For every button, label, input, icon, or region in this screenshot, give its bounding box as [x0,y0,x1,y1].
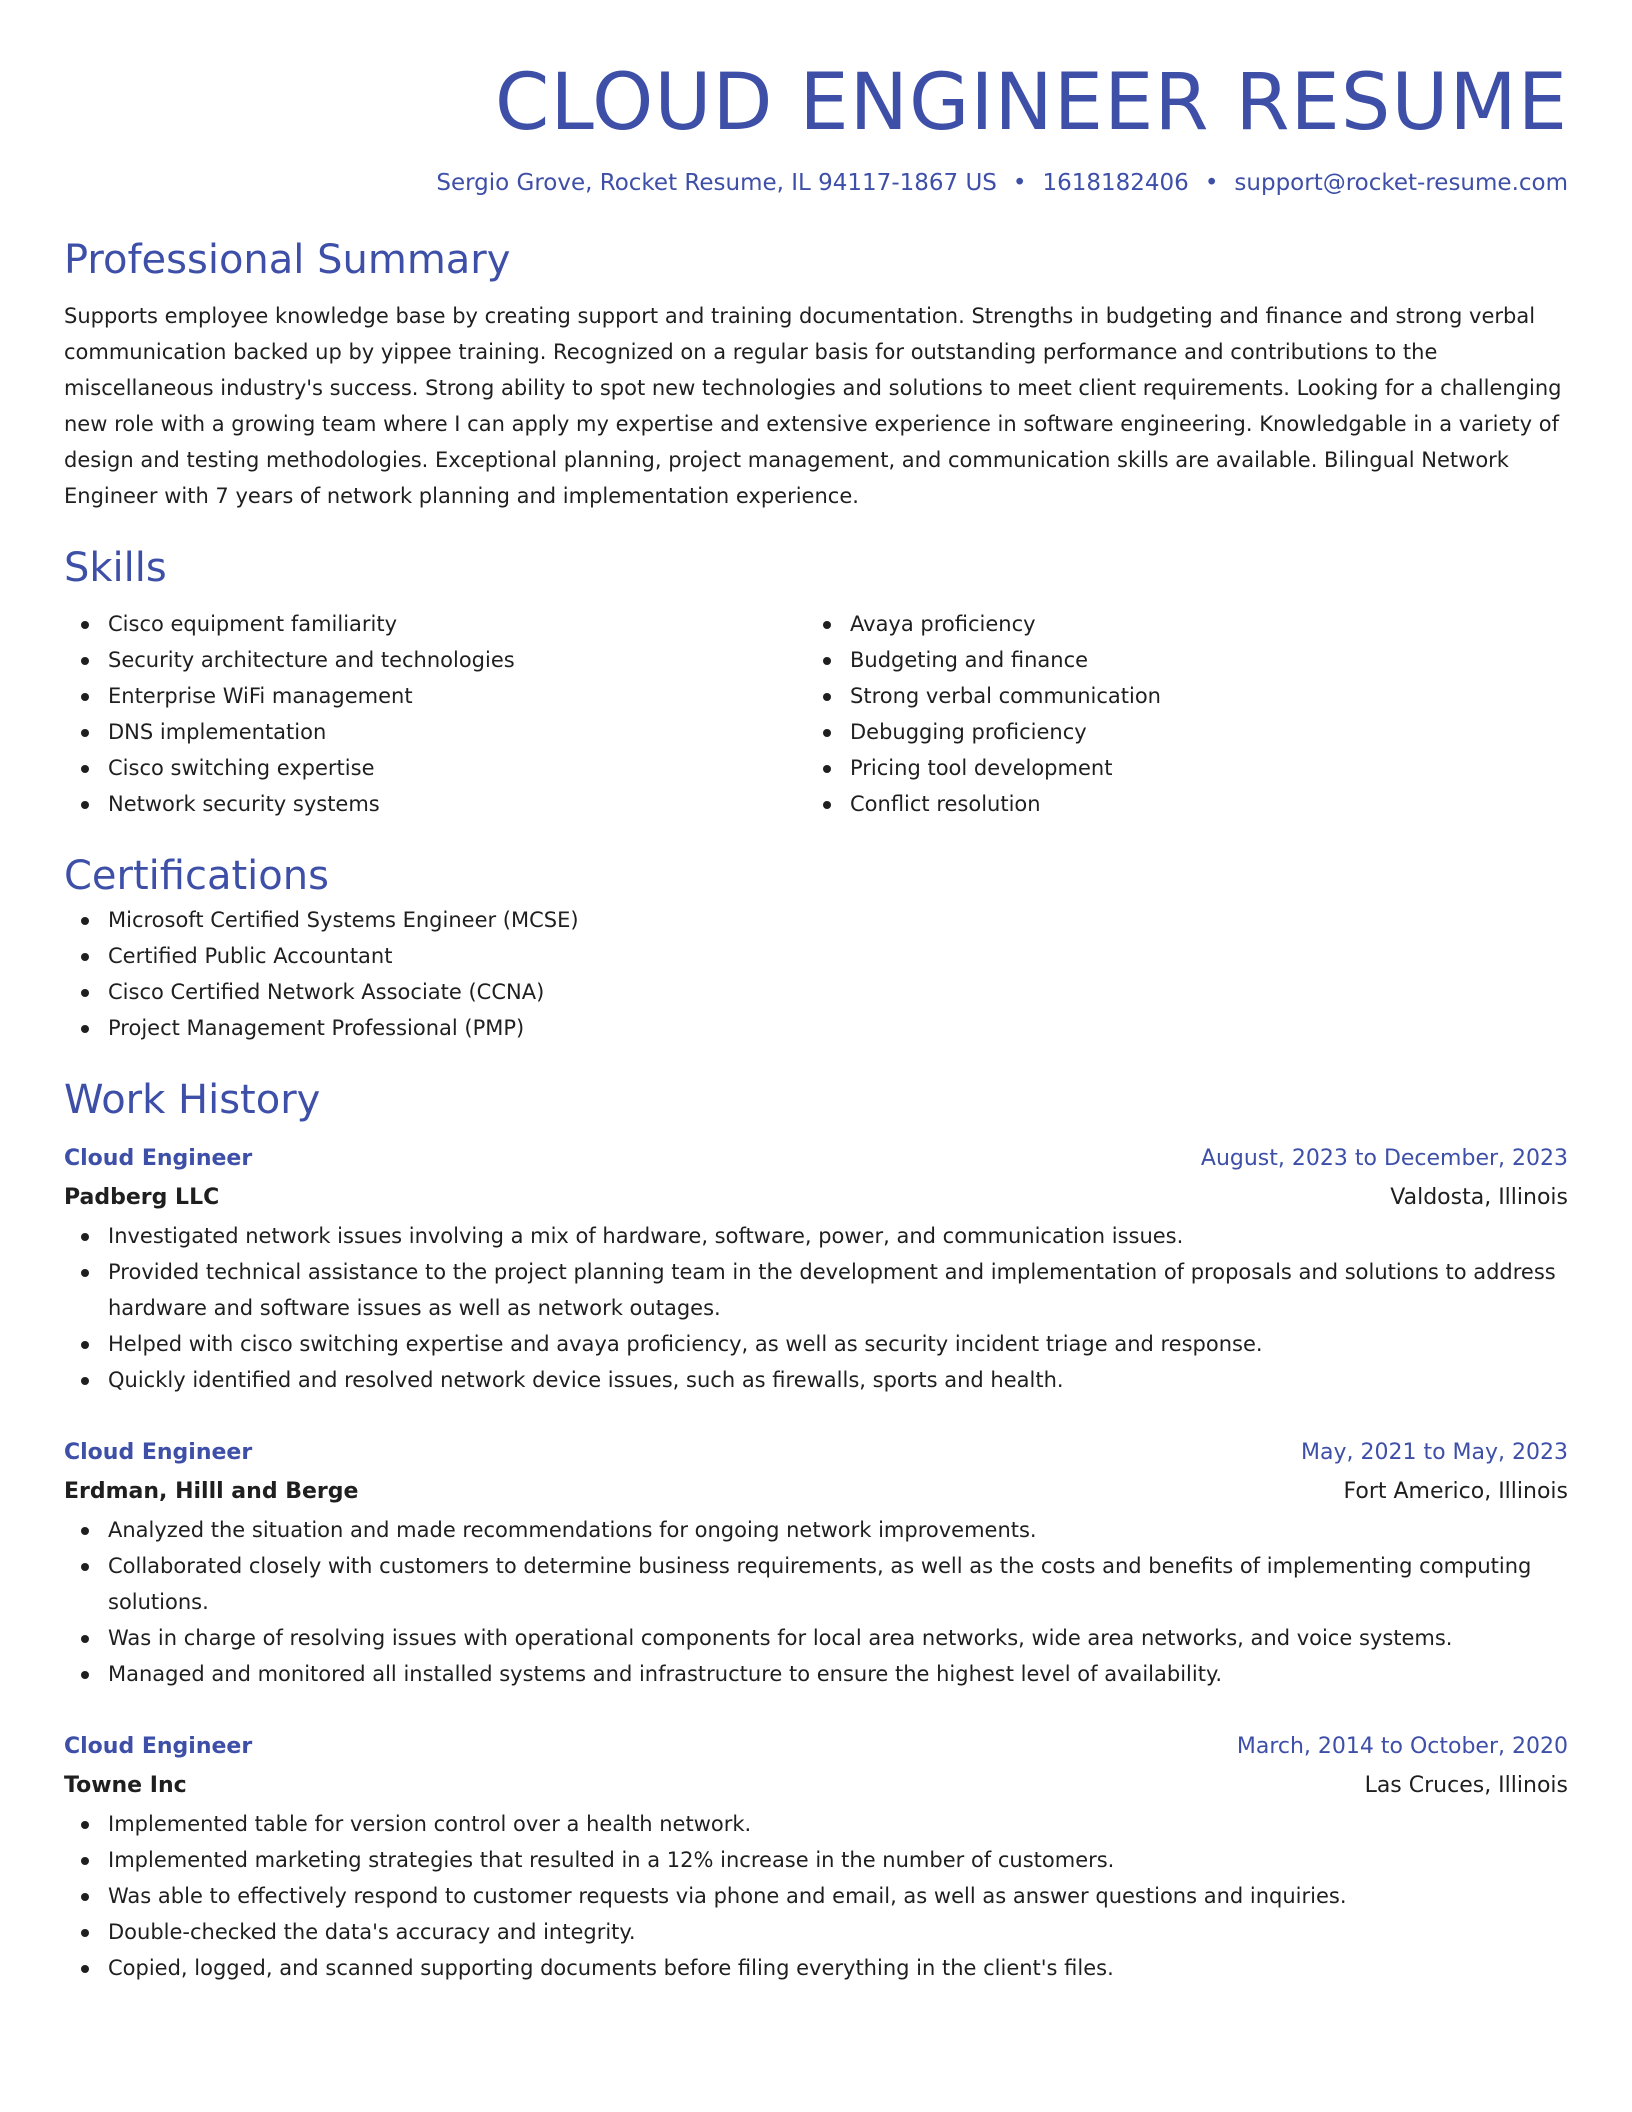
job-location: Valdosta, Illinois [1390,1185,1568,1210]
skills-right-column [806,606,1548,822]
job-header-row [64,1728,1568,1766]
job-role: Cloud Engineer [64,1440,253,1465]
skill-item: Avaya proficiency [806,606,1548,642]
job-entry [64,1434,1568,1692]
job-bullet: Analyzed the situation and made recommendations for ongoing network improvements. [64,1512,1568,1548]
job-role: Cloud Engineer [64,1734,253,1759]
job-dates: May, 2021 to May, 2023 [1301,1440,1568,1465]
job-dates: August, 2023 to December, 2023 [1200,1146,1568,1171]
contact-separator: • [1204,170,1219,196]
skill-item: Cisco switching expertise [64,750,806,786]
skill-item: Budgeting and finance [806,642,1548,678]
skills-left-list [64,606,806,822]
job-company: Padberg LLC [64,1185,220,1210]
certification-item: Project Management Professional (PMP) [64,1010,1568,1046]
skill-item: Enterprise WiFi management [64,678,806,714]
job-company: Towne Inc [64,1773,187,1798]
skills-columns [64,606,1568,822]
job-bullet: Collaborated closely with customers to determine business requirements, as well as the costs and benefits of implementing computing solutions. [64,1548,1568,1620]
skill-item: Network security systems [64,786,806,822]
summary-text: Supports employee knowledge base by creating support and training documentation. Strengths in budgeting and finance and strong verbal communication backed up by yippee training. Recognized on a regular basis for outstanding performance and contributions to the miscellaneous industry's success. Strong ability to spot new technologies and solutions to meet client requirements. Looking for a challenging new role with a growing team where I can apply my expertise and extensive experience in software engineering. Knowledgable in a variety of design and testing methodologies. Exceptional planning, project management, and communication skills are available. Bilingual Network Engineer with 7 years of network planning and implementation experience. [64,304,1562,508]
job-bullet: Was able to effectively respond to customer requests via phone and email, as well as answer questions and inquiries. [64,1878,1568,1914]
job-bullet: Investigated network issues involving a mix of hardware, software, power, and communication issues. [64,1218,1568,1254]
certification-item: Cisco Certified Network Associate (CCNA) [64,974,1568,1010]
certification-item: Certified Public Accountant [64,938,1568,974]
job-bullet: Provided technical assistance to the project planning team in the development and implementation of proposals and solutions to address hardware and software issues as well as network outages. [64,1254,1568,1326]
certifications-list [64,902,1568,1046]
job-bullet: Managed and monitored all installed systems and infrastructure to ensure the highest level of availability. [64,1656,1568,1692]
job-header-row [64,1140,1568,1178]
work-history-heading: Work History [64,1077,321,1123]
job-bullet: Quickly identified and resolved network device issues, such as firewalls, sports and health. [64,1362,1568,1398]
skill-item: Pricing tool development [806,750,1548,786]
skill-item: Cisco equipment familiarity [64,606,806,642]
job-header-row [64,1434,1568,1472]
contact-email: support@rocket-resume.com [1234,170,1568,196]
job-role: Cloud Engineer [64,1146,253,1171]
summary-heading: Professional Summary [64,237,511,283]
job-entry [64,1140,1568,1398]
job-bullet: Implemented marketing strategies that resulted in a 12% increase in the number of customers. [64,1842,1568,1878]
skill-item: Debugging proficiency [806,714,1548,750]
job-bullet: Helped with cisco switching expertise and avaya proficiency, as well as security incident triage and response. [64,1326,1568,1362]
skill-item: DNS implementation [64,714,806,750]
contact-line [64,166,1568,200]
contact-address: Sergio Grove, Rocket Resume, IL 94117-1867 US [436,170,997,196]
resume-page [64,48,1568,1986]
job-bullets [64,1218,1568,1398]
job-entry [64,1728,1568,1986]
job-company: Erdman, Hilll and Berge [64,1479,359,1504]
job-company-row [64,1178,1568,1218]
job-bullet: Was in charge of resolving issues with operational components for local area networks, wide area networks, and voice systems. [64,1620,1568,1656]
certifications-heading: Certifications [64,853,329,899]
resume-title: CLOUD ENGINEER RESUME [494,58,1568,148]
skills-left-column [64,606,806,822]
skills-heading: Skills [64,545,167,591]
skill-item: Conflict resolution [806,786,1548,822]
contact-separator: • [1012,170,1027,196]
job-bullet: Copied, logged, and scanned supporting documents before filing everything in the client's files. [64,1950,1568,1986]
job-bullet: Double-checked the data's accuracy and integrity. [64,1914,1568,1950]
job-company-row [64,1766,1568,1806]
job-bullets [64,1512,1568,1692]
job-location: Fort Americo, Illinois [1343,1479,1568,1504]
job-bullets [64,1806,1568,1986]
job-dates: March, 2014 to October, 2020 [1236,1734,1568,1759]
job-location: Las Cruces, Illinois [1364,1773,1568,1798]
skill-item: Strong verbal communication [806,678,1548,714]
skill-item: Security architecture and technologies [64,642,806,678]
contact-phone: 1618182406 [1042,170,1189,196]
certification-item: Microsoft Certified Systems Engineer (MCSE) [64,902,1568,938]
skills-right-list [806,606,1548,822]
job-company-row [64,1472,1568,1512]
job-bullet: Implemented table for version control over a health network. [64,1806,1568,1842]
